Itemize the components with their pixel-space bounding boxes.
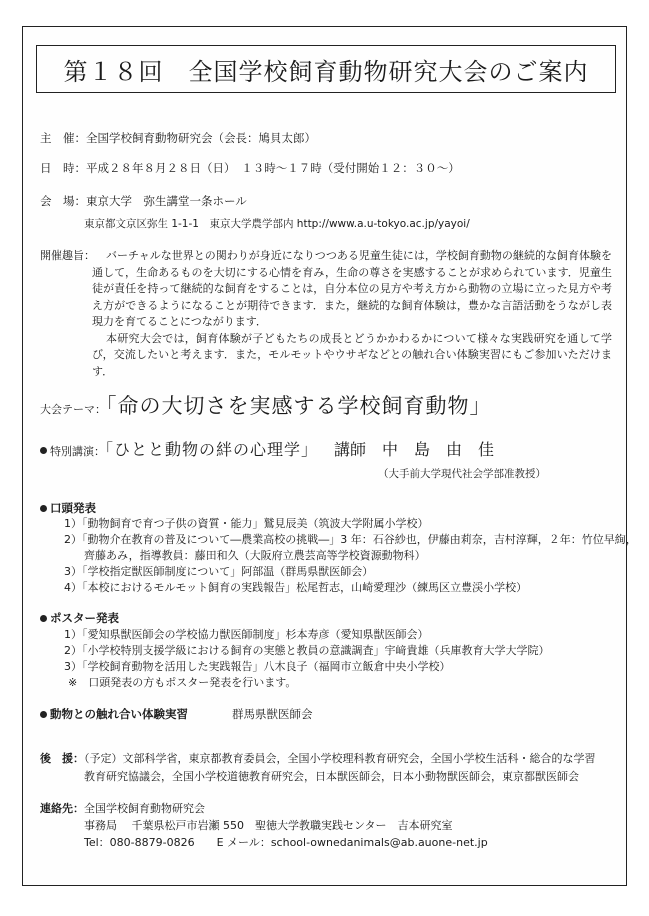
list-item: 3）「学校飼育動物を活用した実践報告」八木良子（福岡市立飯倉中央小学校） — [64, 660, 451, 673]
date-value: 平成２８年８月２８日（日） １３時～１７時（受付開始１２：３０～） — [86, 161, 460, 175]
theme-value: 「命の大切さを実感する学校飼育動物」 — [106, 394, 492, 418]
poster-heading: ポスター発表 — [40, 610, 119, 626]
venue-row — [40, 193, 247, 209]
lecture-title: 「ひとと動物の絆の心理学」 — [105, 440, 319, 459]
venue-label: 会 場： — [40, 194, 86, 208]
lecturer-label: 講師 — [334, 440, 367, 459]
animal-contact-org: 群馬県獣医師会 — [232, 707, 313, 721]
lecturer-affiliation: （大手前大学現代社会学部准教授） — [378, 468, 546, 480]
support-section — [40, 750, 596, 786]
bullet-icon — [40, 711, 47, 718]
list-item: 1）「愛知県獣医師会の学校協力獣医師制度」杉本寿彦（愛知県獣医師会） — [64, 628, 429, 641]
venue-address: 東京都文京区弥生 1-1-1 東京大学農学部内 http://www.a.u-tokyo.ac.jp/yayoi/ — [84, 218, 470, 230]
purpose-label: 開催趣旨： — [40, 249, 95, 262]
purpose-paragraph-2: 本研究大会では，飼育体験が子どもたちの成長とどうかかわるかについて様々な実践研究を通して学び，交流したいと考えます．また，モルモットやウサギなどとの触れ合い体験実習にもご参加いただけます． — [92, 331, 612, 378]
animal-contact-heading: 動物との触れ合い体験実習 群馬県獣医師会 — [40, 706, 313, 722]
list-item: 1）「動物飼育で育つ子供の資質・能力」鷲見辰美（筑波大学附属小学校） — [64, 517, 429, 530]
date-row — [40, 160, 460, 176]
bullet-icon — [40, 447, 47, 454]
bullet-icon — [40, 615, 47, 622]
host-value: 全国学校飼育動物研究会（会長：鳩貝太郎） — [86, 131, 316, 145]
bullet-icon — [40, 505, 47, 512]
lecturer-name: 中島由佳 — [382, 440, 511, 459]
contact-section — [40, 800, 488, 851]
host-row — [40, 130, 316, 146]
poster-note: ※ 口頭発表の方もポスター発表を行います。 — [68, 676, 297, 689]
list-item: 2）「小学校特別支援学級における飼育の実態と教員の意識調査」宇﨑貴雄（兵庫教育大学大学院） — [64, 644, 550, 657]
theme-label: 大会テーマ： — [40, 403, 106, 416]
list-item: 3）「学校指定獣医師制度について」阿部温（群馬県獣医師会） — [64, 565, 374, 578]
support-label: 後 援： — [40, 752, 84, 765]
venue-value: 東京大学 弥生講堂一条ホール — [86, 194, 247, 208]
support-line-1: （予定）文部科学省，東京都教育委員会，全国小学校理科教育研究会，全国小学校生活科・総合的な学習 — [84, 752, 596, 765]
host-label: 主 催： — [40, 131, 86, 145]
conference-theme — [40, 390, 492, 420]
contact-office: 事務局 千葉県松戸市岩瀬 550 聖徳大学教職実践センター 吉本研究室 — [84, 819, 453, 832]
list-item: 2）「動物介在教育の普及について―農業高校の挑戦―」3 年：石谷紗也，伊藤由莉奈，吉村淳輝，２年：竹位早絢， — [64, 533, 637, 546]
purpose-paragraph-1: バーチャルな世界との関わりが身近になりつつある児童生徒には，学校飼育動物の継続的な飼育体験を通して，生命あるものを大切にする心情を育み，生命の尊さを実感することが求められています．児童生徒が責任を持って継続的な飼育をすることは，自分本位の見方や考え方から動物の立場に立った見方や考え方ができるようになることが期待できます．また，継続的な飼育体験は，豊かな言語活動をうながし表現力を育てることにつながります． — [92, 249, 612, 328]
oral-heading: 口頭発表 — [40, 500, 96, 516]
purpose-section — [40, 248, 612, 378]
support-line-2: 教育研究協議会，全国小学校道徳教育研究会，日本獣医師会，日本小動物獣医師会，東京都獣医師会 — [84, 770, 579, 783]
contact-label: 連絡先： — [40, 802, 84, 815]
page-title: 第１８回 全国学校飼育動物研究大会のご案内 — [36, 45, 616, 93]
special-lecture — [40, 437, 510, 460]
contact-tel-email: Tel：080-8879-0826 E メール：school-ownedanimals@ab.auone-net.jp — [84, 836, 488, 849]
lecture-label: 特別講演： — [50, 445, 105, 458]
date-label: 日 時： — [40, 161, 86, 175]
list-item: 齊藤あみ，指導教員：藤田和久（大阪府立農芸高等学校資源動物科） — [84, 549, 426, 562]
contact-org: 全国学校飼育動物研究会 — [84, 802, 205, 815]
list-item: 4）「本校におけるモルモット飼育の実践報告」松尾哲志，山崎愛理沙（練馬区立豊渓小学校） — [64, 581, 528, 594]
